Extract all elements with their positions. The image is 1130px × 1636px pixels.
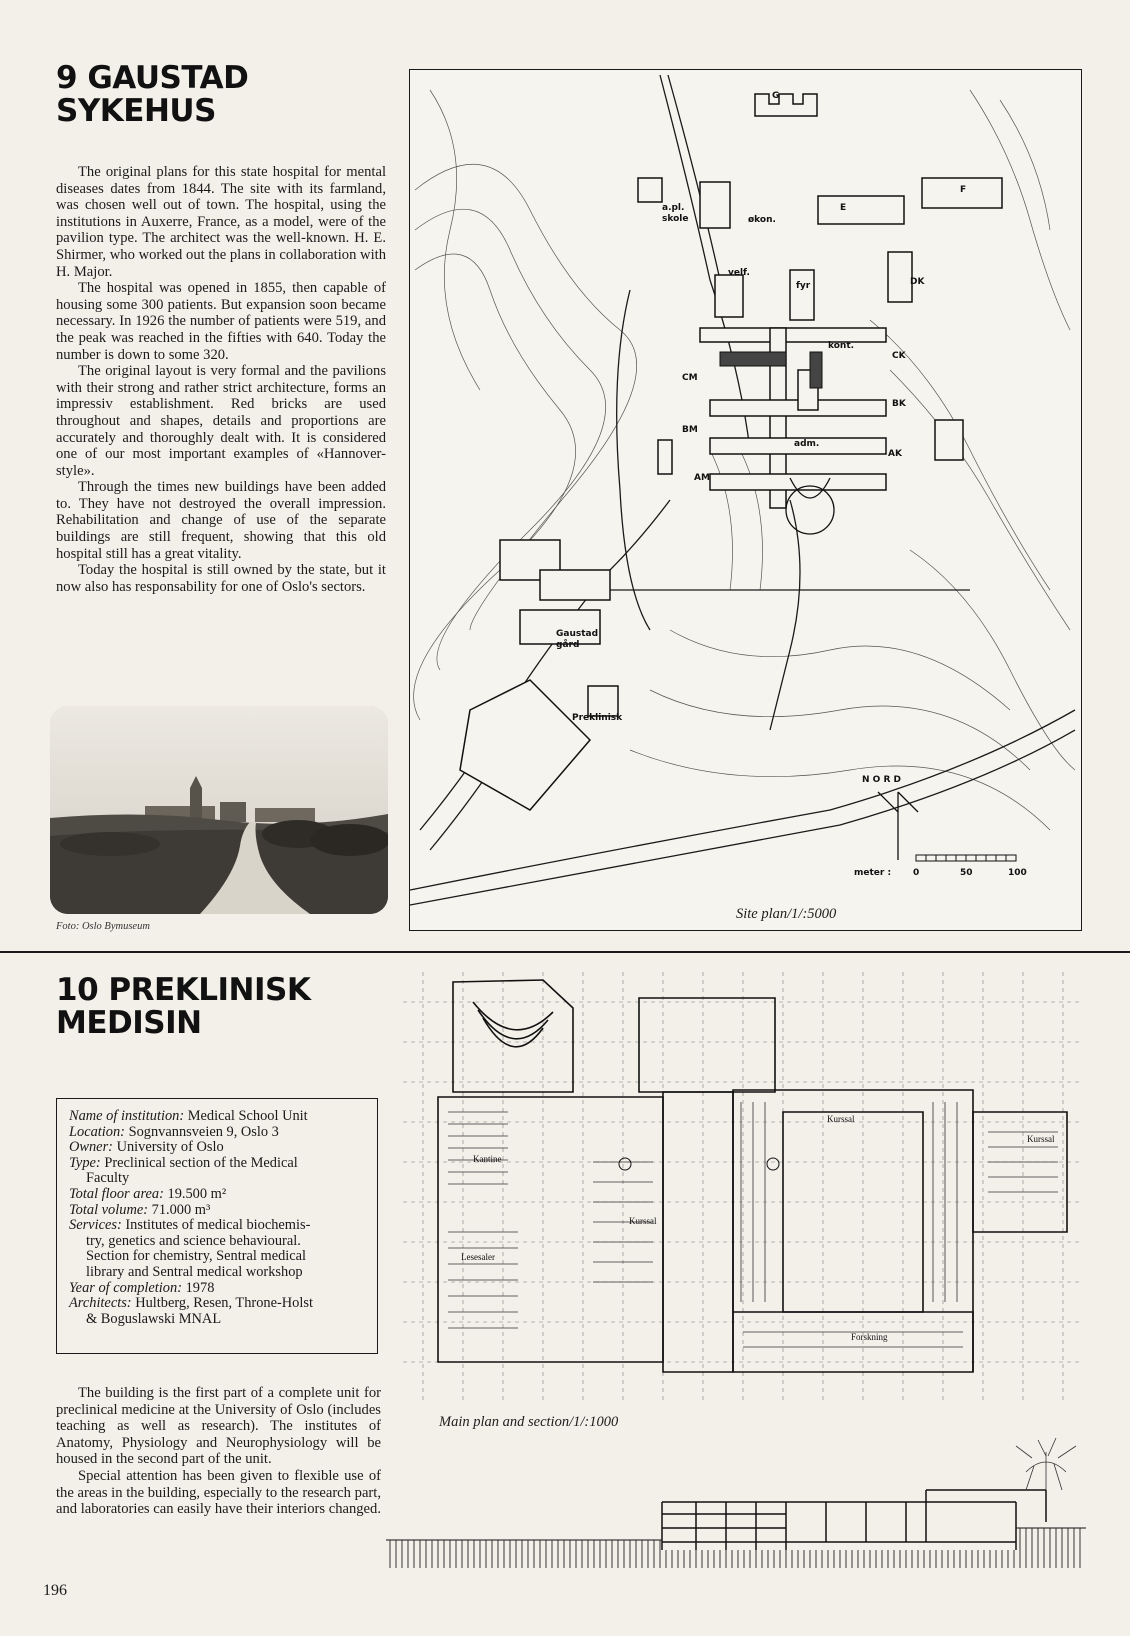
scale-0: 0 — [913, 868, 920, 878]
section-10-title: 10 PREKLINISK MEDISIN — [56, 972, 311, 1041]
plan-caption: Main plan and section/1/:1000 — [439, 1414, 619, 1430]
map-label-ak: AK — [888, 449, 902, 459]
map-label-kont: kont. — [828, 341, 855, 351]
paragraph: The original layout is very formal and the pavilions with their strong and rather strict architecture, forms an impressiv establishment. Red bricks are used throughout and shapes, details and proportions are accurately and thoroughly dealt with. It is considered one of our most important examples of «Hannover-style». — [56, 363, 386, 479]
paragraph: The original plans for this state hospital for mental diseases dates from 1844. The site with its farmland, was chosen well out of town. The hospital, using the institutions in Auxerre, France, as a model, were of the pavilion type. The architect was the well-known. H. E. Shirmer, who worked out the plans in collaboration with H. Major. — [56, 164, 386, 280]
institution-info-box: Name of institution: Medical School Unit Location: Sognvannsveien 9, Oslo 3 Owner: University of Oslo Type: Preclinical section of the Medical Faculty Total floor area: 19.500 m² Total volume: 71.000 m³ Services: Institutes of medical biochemis- try, genetics and science behavioural. Section for chemistry, Sentral medical library and Sentral medical workshop Year of completion: 1978 Architects: Hultberg, Resen, Throne-Holst & Boguslawski MNAL — [56, 1098, 378, 1354]
paragraph: Special attention has been given to flexible use of the areas in the building, especially to the research part, and laboratories can easily have their interiors changed. — [56, 1467, 381, 1518]
room-label-kurssal: Kurssal — [1027, 1134, 1055, 1144]
scale-bar — [916, 855, 1016, 861]
section-divider — [0, 951, 1130, 953]
scale-100: 100 — [1008, 868, 1027, 878]
map-label-adm: adm. — [794, 439, 820, 449]
map-label-bk: BK — [892, 399, 906, 409]
scale-50: 50 — [960, 868, 973, 878]
map-label-okon: økon. — [748, 215, 776, 225]
map-label-preklinisk: Preklinisk — [572, 713, 623, 723]
room-label-kurssal: Kurssal — [629, 1216, 657, 1226]
map-label-apl-skole: a.pl. — [662, 203, 685, 213]
site-plan-caption: Site plan/1/:5000 — [736, 906, 837, 922]
map-label-g: G — [772, 91, 780, 101]
section-9-title: 9 GAUSTAD SYKEHUS — [56, 60, 249, 129]
floor-plan-drawing — [403, 972, 1083, 1422]
site-plan-drawing — [410, 70, 1080, 929]
scale-meter-label: meter : — [854, 868, 892, 878]
building-section — [386, 1432, 1086, 1572]
map-label-e: E — [840, 203, 847, 213]
room-label-lesesaler: Lesesaler — [461, 1252, 495, 1262]
paragraph: Today the hospital is still owned by the state, but it now also has responsability for one of Oslo's sectors. — [56, 562, 386, 595]
map-label-cm: CM — [682, 373, 698, 383]
map-label-bm: BM — [682, 425, 698, 435]
floor-plan — [403, 972, 1083, 1422]
hospital-photo — [50, 706, 388, 914]
hospital-photo-drawing — [50, 706, 388, 914]
map-label-velf: velf. — [728, 268, 750, 278]
map-label-ck: CK — [892, 351, 906, 361]
map-label-gaustad-gard: Gaustad — [556, 629, 599, 639]
section-10-body — [56, 1385, 381, 1518]
map-label-dk: DK — [910, 277, 925, 287]
room-label-kurssal: Kurssal — [827, 1114, 855, 1124]
room-label-kantine: Kantine — [473, 1154, 502, 1164]
map-label-fyr: fyr — [796, 281, 811, 291]
north-label: N O R D — [862, 775, 901, 785]
building-section-drawing — [386, 1432, 1086, 1572]
paragraph: Through the times new buildings have been added to. They have not destroyed the overall impression. Rehabilitation and change of use of the separate buildings are still frequent, showing that this old hospital still has a great vitality. — [56, 479, 386, 562]
room-label-forskning: Forskning — [851, 1332, 888, 1342]
page-number: 196 — [43, 1582, 67, 1599]
map-label-f: F — [960, 185, 967, 195]
paragraph: The building is the first part of a complete unit for preclinical medicine at the University of Oslo (includes teaching as well as research). The institutes of Anatomy, Physiology and Neurophysiology will be housed in the second part of the unit. — [56, 1385, 381, 1468]
section-9-body — [56, 164, 386, 595]
photo-credit: Foto: Oslo Bymuseum — [56, 921, 150, 932]
site-plan — [409, 69, 1082, 931]
paragraph: The hospital was opened in 1855, then capable of housing some 300 patients. But expansion soon became necessary. In 1926 the number of patients were 519, and the peak was reached in the fifties with 640. Today the number is down to some 320. — [56, 280, 386, 363]
map-label-am: AM — [694, 473, 710, 483]
map-label-apl-skole: skole — [662, 214, 689, 224]
map-label-gaustad-gard: gård — [556, 640, 580, 650]
